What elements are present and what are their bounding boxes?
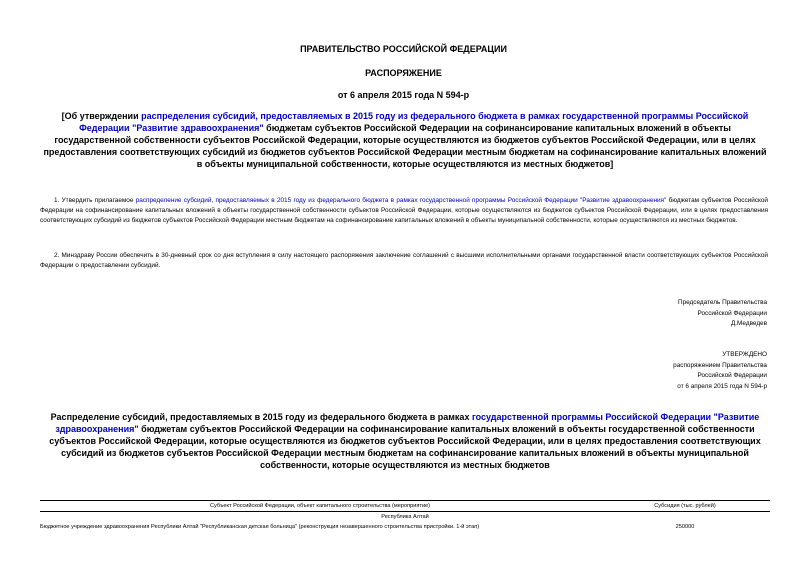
document-type: РАСПОРЯЖЕНИЕ	[365, 68, 442, 78]
signature-block	[567, 298, 767, 330]
paragraph-1-prefix: 1. Утвердить прилагаемое	[54, 197, 136, 204]
approval-date: от 6 апреля 2015 года N 594-р	[677, 382, 767, 390]
table-header	[40, 500, 770, 512]
distribution-title	[40, 411, 770, 471]
distribution-link[interactable]: государственной программы Российской Федерации "Развитие здравоохранения"	[55, 412, 760, 434]
subject-rest: бюджетам субъектов Российской Федерации на софинансирование капитальных вложений в объекты государственной собственности субъектов Российской Федерации, которые осуществляются из бюджетов субъектов Российской Федерации, или в целях предоставления соответствующих субсидий из бюджетов субъектов Российской Федерации местным бюджетам на софинансирование капитальных вложений в объекты муниципальной собственности, которые осуществляются из местных бюджетов]	[43, 123, 767, 169]
region-name: Республика Алтай	[381, 514, 429, 520]
subject-link[interactable]: распределения субсидий, предоставляемых в 2015 году из федерального бюджета в рамках государственной программы Российской Федерации "Развитие здравоохранения"	[79, 111, 749, 133]
paragraph-2: 2. Минздраву России обеспечить в 30-дневный срок со дня вступления в силу настоящего распоряжения заключение соглашений с высшими исполнительными органами государственной власти соответствующих субъектов Российской Федерации о предоставлении субсидий.	[40, 252, 768, 269]
signature-position: Председатель Правительства	[678, 299, 767, 306]
approval-stamp	[567, 350, 767, 392]
object-name: Бюджетное учреждение здравоохранения Республики Алтай "Республиканская детская больница" (реконструкция незавершенного строительства пристройки. 1-й этап)	[40, 524, 480, 530]
table-row	[40, 522, 770, 532]
subsidy-amount: 250000	[675, 524, 695, 530]
document-date: от 6 апреля 2015 года N 594-р	[337, 90, 470, 100]
approval-line-3: Российской Федерации	[697, 372, 767, 379]
column-header-sum: Субсидия (тыс. рублей)	[654, 503, 716, 509]
approval-line-2: распоряжением Правительства	[673, 361, 767, 369]
document-subject	[40, 110, 770, 170]
table-region-row	[40, 512, 770, 522]
distribution-prefix: Распределение субсидий, предоставляемых в 2015 году из федерального бюджета в рамках	[50, 412, 472, 422]
column-header-subject: Субъект Российской Федерации, объект капитального строительства (мероприятие)	[209, 503, 431, 509]
subject-prefix: [Об утверждении	[61, 111, 142, 121]
paragraph-1-link[interactable]: распределение субсидий, предоставляемых в 2015 году из федерального бюджета в рамках государственной программы Российской Федерации "Развитие здравоохранения"	[135, 197, 667, 204]
subsidy-table	[40, 500, 770, 532]
paragraph-1	[40, 196, 768, 226]
signature-organization: Российской Федерации	[697, 309, 767, 317]
government-title: ПРАВИТЕЛЬСТВО РОССИЙСКОЙ ФЕДЕРАЦИИ	[300, 44, 507, 54]
distribution-rest: бюджетам субъектов Российской Федерации на софинансирование капитальных вложений в объекты государственной собственности субъектов Российской Федерации, которые осуществляются из бюджетов субъектов Российской Федерации, или в целях предоставления соответствующих субсидий из бюджетов субъектов Российской Федерации местным бюджетам на софинансирование капитальных вложений в объекты муниципальной собственности, которые осуществляются из местных бюджетов	[49, 424, 761, 470]
signature-name: Д.Медведев	[730, 320, 767, 327]
approval-title: УТВЕРЖДЕНО	[722, 351, 767, 358]
paragraph-1-rest: бюджетам субъектов Российской Федерации на софинансирование капитальных вложений в объекты государственной собственности субъектов Российской Федерации, которые осуществляются из бюджетов субъектов Российской Федерации, или в целях предоставления соответствующих субсидий из бюджетов субъектов Российской Федерации местным бюджетам на софинансирование капитальных вложений в объекты муниципальной собственности, которые осуществляются из местных бюджетов.	[40, 197, 768, 224]
